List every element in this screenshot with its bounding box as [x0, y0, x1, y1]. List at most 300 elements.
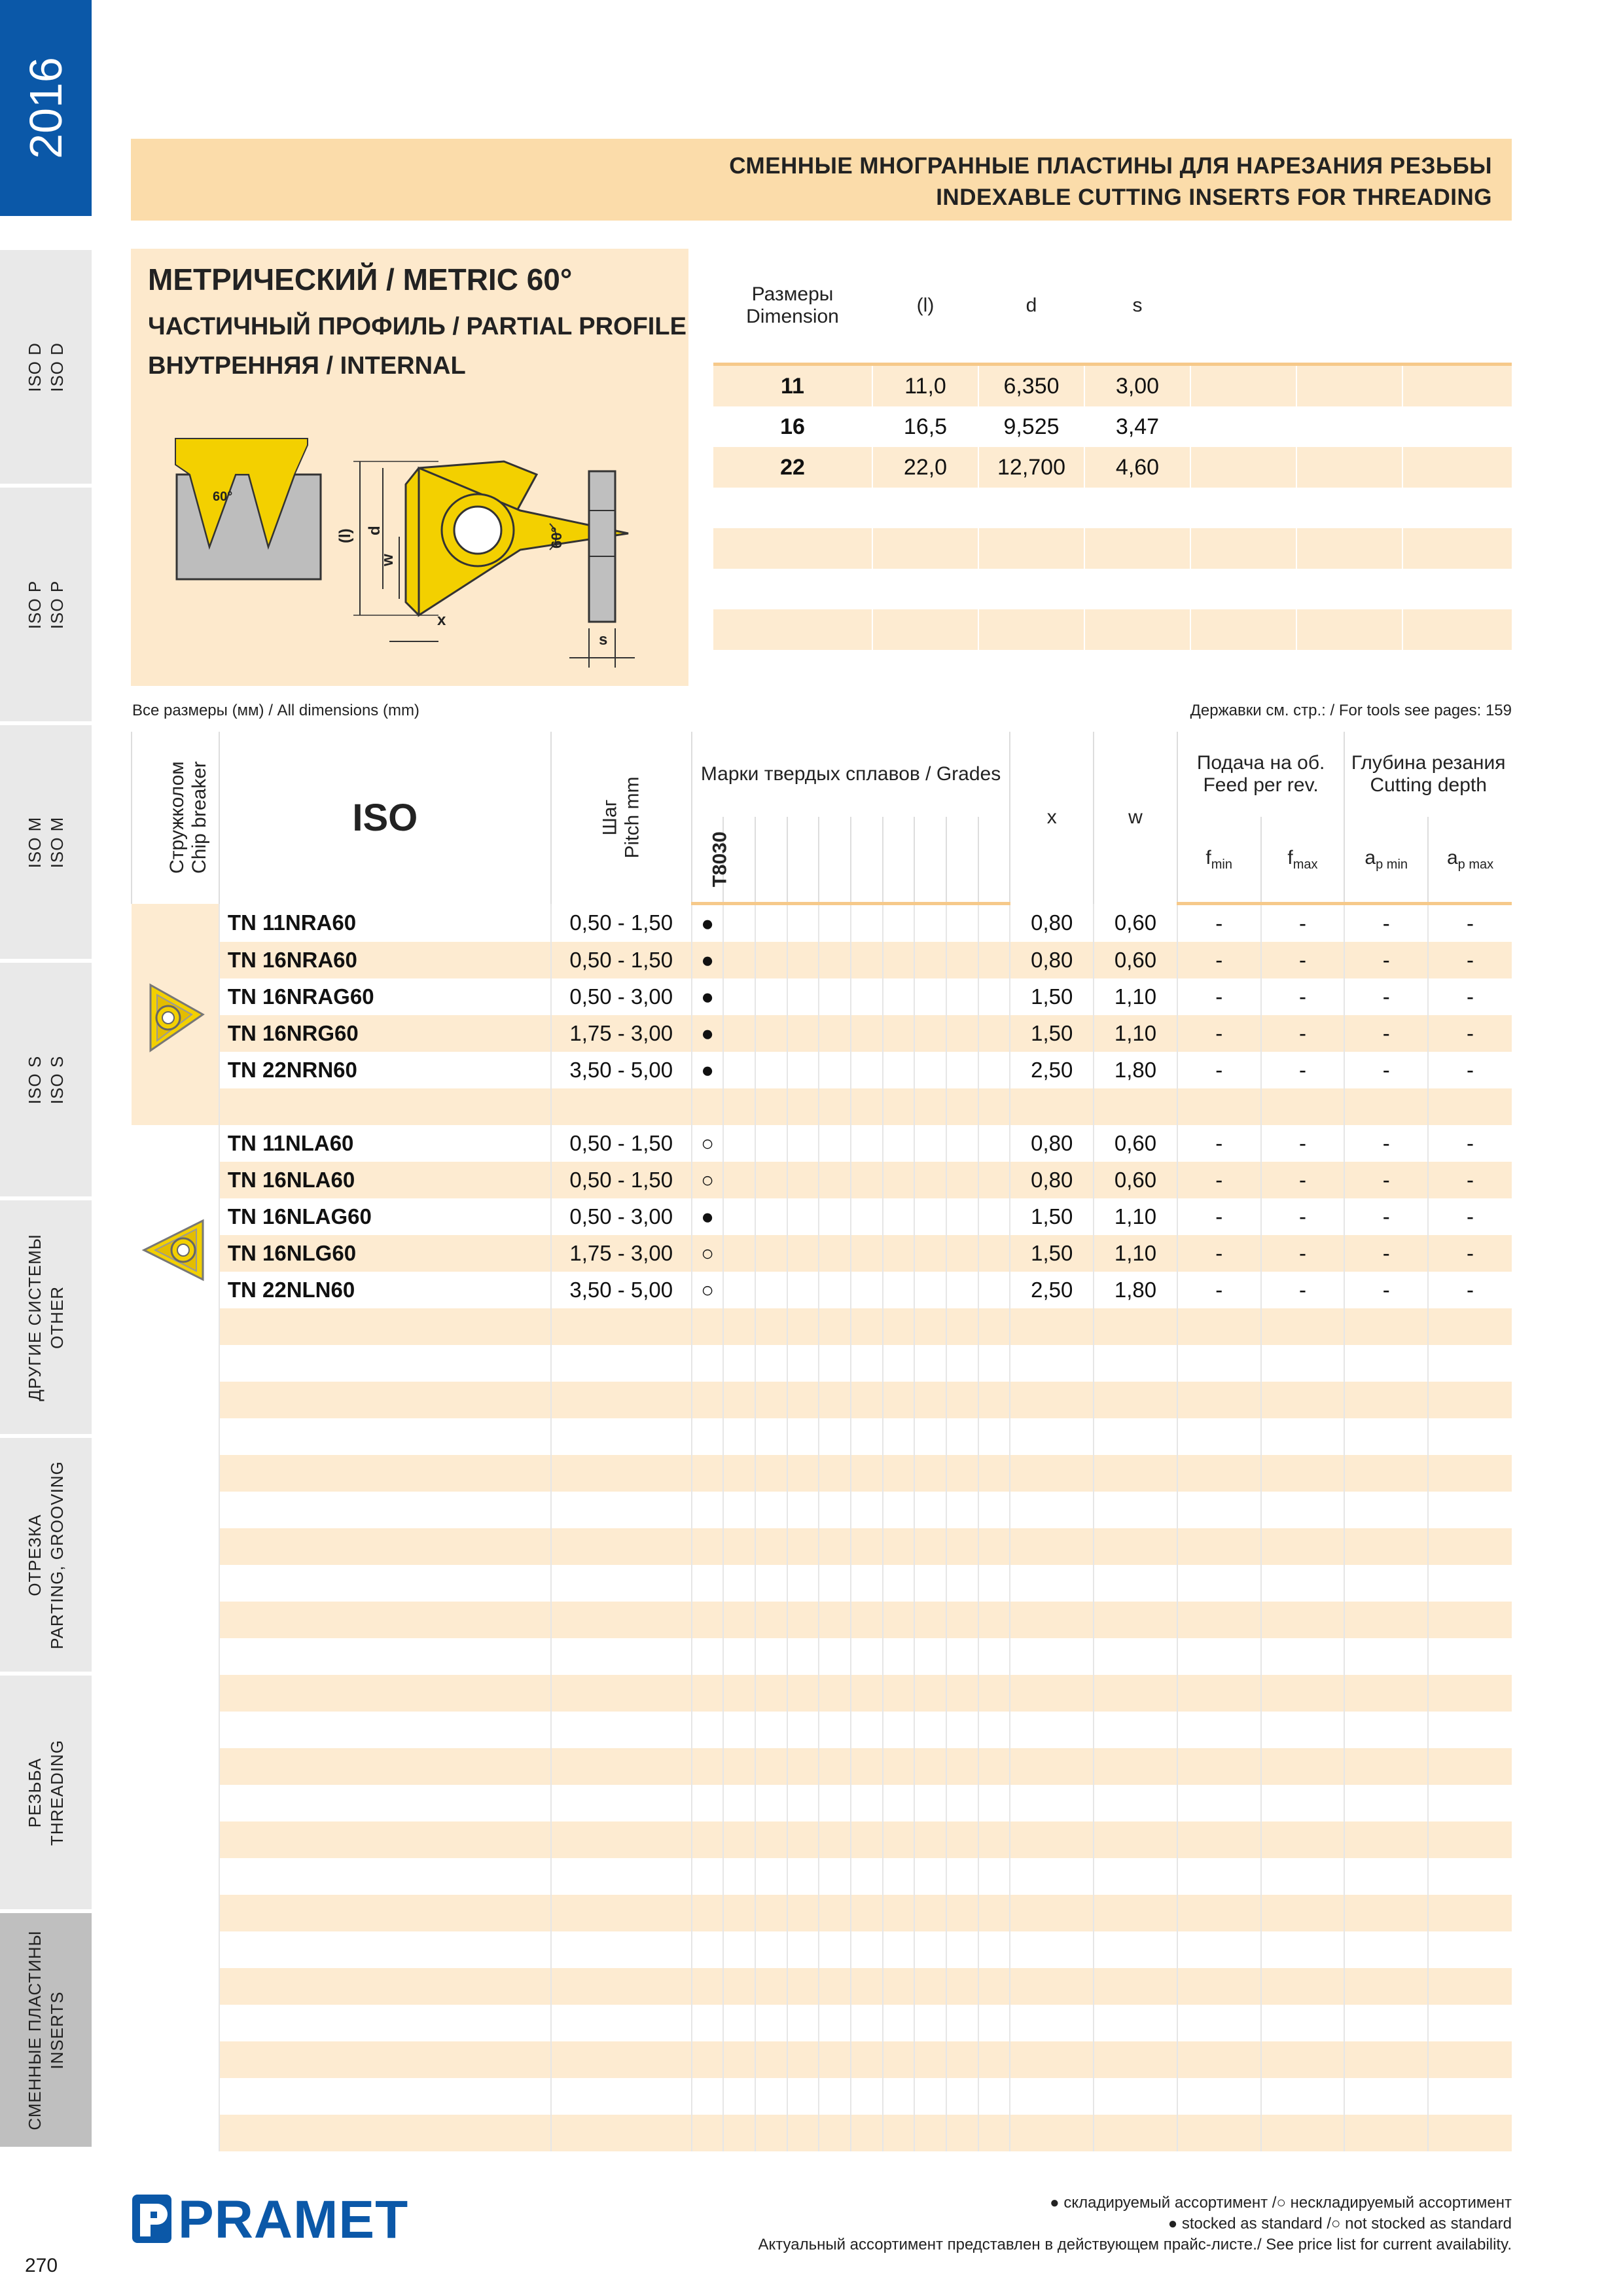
cell-empty — [1428, 2115, 1512, 2151]
diagram-s-label: s — [599, 631, 608, 649]
header-grade-empty — [883, 817, 915, 904]
cell-empty — [1177, 1418, 1261, 1455]
cell-empty — [787, 1308, 819, 1345]
cell-empty — [787, 2078, 819, 2115]
cell-empty — [946, 1308, 978, 1345]
side-tab[interactable] — [0, 1438, 92, 1676]
dim-cell-empty — [978, 488, 1084, 528]
cell-empty — [978, 1712, 1010, 1748]
cell-empty — [946, 904, 978, 942]
cell-empty — [851, 1638, 883, 1675]
cell-empty — [1261, 1858, 1345, 1895]
cell-apmax: - — [1428, 1015, 1512, 1052]
cell-empty — [755, 1638, 787, 1675]
cell-fmin: - — [1177, 942, 1261, 978]
cell-empty — [1177, 2005, 1261, 2041]
blank-row — [132, 2115, 1512, 2151]
cell-empty — [692, 1455, 724, 1492]
cell-empty — [551, 1308, 692, 1345]
cell-empty — [883, 1748, 915, 1785]
cell-empty — [1010, 1895, 1094, 1931]
cell-empty — [1428, 2041, 1512, 2078]
header-x: x — [1010, 732, 1094, 904]
dim-row — [713, 406, 1512, 447]
cell-empty — [551, 1712, 692, 1748]
cell-empty — [723, 1272, 755, 1308]
cell-empty — [787, 1968, 819, 2005]
cell-empty — [787, 1492, 819, 1528]
cell-empty — [1261, 1345, 1345, 1382]
cell-empty — [851, 2078, 883, 2115]
cell-empty — [723, 1638, 755, 1675]
cell-empty — [946, 1821, 978, 1858]
inserts-table — [131, 732, 1512, 2151]
cell-empty — [1010, 1345, 1094, 1382]
cell-empty — [723, 1382, 755, 1418]
cell-empty — [978, 1931, 1010, 1968]
chip-breaker-cell — [132, 1858, 219, 1895]
cell-empty — [914, 1235, 946, 1272]
cell-pitch: 0,50 - 1,50 — [551, 1125, 692, 1162]
cell-empty — [1261, 1528, 1345, 1565]
diagram-angle-1: 60° — [213, 490, 233, 504]
cell-empty — [692, 1675, 724, 1712]
cell-empty — [978, 1858, 1010, 1895]
header-grade-empty — [819, 817, 851, 904]
cell-empty — [787, 1272, 819, 1308]
dim-cell-empty — [1190, 609, 1296, 650]
cell-empty — [1344, 1455, 1428, 1492]
cell-empty — [551, 1088, 692, 1125]
cell-empty — [692, 1895, 724, 1931]
cell-empty — [755, 1455, 787, 1492]
cell-empty — [914, 2115, 946, 2151]
cell-empty — [219, 1418, 551, 1455]
cell-empty — [787, 1382, 819, 1418]
cell-empty — [219, 1455, 551, 1492]
cell-empty — [692, 1748, 724, 1785]
dim-row — [713, 569, 1512, 609]
cell-empty — [946, 1272, 978, 1308]
cell-empty — [1428, 1821, 1512, 1858]
dim-row — [713, 528, 1512, 569]
cell-empty — [219, 1712, 551, 1748]
cell-apmax: - — [1428, 1198, 1512, 1235]
dim-row — [713, 447, 1512, 488]
cell-empty — [1010, 2078, 1094, 2115]
cell-empty — [219, 2005, 551, 2041]
cell-empty — [883, 1162, 915, 1198]
cell-empty — [1010, 1455, 1094, 1492]
cell-empty — [851, 1382, 883, 1418]
cell-empty — [851, 2115, 883, 2151]
cell-empty — [755, 1675, 787, 1712]
cell-empty — [851, 1125, 883, 1162]
cell-empty — [1177, 1345, 1261, 1382]
blank-row — [132, 1382, 1512, 1418]
cell-empty — [978, 1418, 1010, 1455]
cell-empty — [1094, 1565, 1177, 1602]
cell-x: 0,80 — [1010, 942, 1094, 978]
cell-empty — [692, 1088, 724, 1125]
cell-empty — [1428, 1638, 1512, 1675]
cell-empty — [219, 1968, 551, 2005]
cell-empty — [755, 1565, 787, 1602]
cell-apmax: - — [1428, 904, 1512, 942]
cell-empty — [946, 942, 978, 978]
cell-empty — [1261, 2115, 1345, 2151]
cell-empty — [851, 1675, 883, 1712]
header-chip-breaker: Стружколом Chip breaker — [132, 732, 219, 904]
chip-breaker-cell — [132, 2078, 219, 2115]
profile-panel — [131, 249, 688, 686]
cell-empty — [1261, 1931, 1345, 1968]
cell-empty — [551, 1382, 692, 1418]
cell-empty — [978, 1455, 1010, 1492]
profile-subtitle-2: ВНУТРЕННЯЯ / INTERNAL — [148, 352, 466, 380]
cell-empty — [851, 1088, 883, 1125]
chip-breaker-cell — [132, 1565, 219, 1602]
blank-row — [132, 1088, 1512, 1125]
dim-cell-empty — [1190, 365, 1296, 407]
cell-empty — [1010, 1821, 1094, 1858]
dim-cell-l: 16,5 — [872, 406, 978, 447]
cell-empty — [1428, 1931, 1512, 1968]
right-insert-icon — [141, 982, 206, 1054]
cell-empty — [551, 2041, 692, 2078]
cell-empty — [978, 1052, 1010, 1088]
cell-empty — [755, 1931, 787, 1968]
blank-row — [132, 2041, 1512, 2078]
cell-empty — [723, 1675, 755, 1712]
cell-empty — [1094, 1528, 1177, 1565]
header-fmin: $f_{min}$ — [1177, 817, 1261, 904]
chip-breaker-cell — [132, 2115, 219, 2151]
cell-empty — [1094, 1675, 1177, 1712]
cell-empty — [914, 1602, 946, 1638]
cell-empty — [692, 1638, 724, 1675]
profile-subtitle-1: ЧАСТИЧНЫЙ ПРОФИЛЬ / PARTIAL PROFILE — [148, 313, 687, 340]
cell-empty — [787, 1821, 819, 1858]
cell-w: 1,80 — [1094, 1272, 1177, 1308]
cell-empty — [755, 978, 787, 1015]
cell-empty — [883, 1272, 915, 1308]
cell-empty — [1010, 1638, 1094, 1675]
cell-empty — [851, 1492, 883, 1528]
header-grade-empty — [787, 817, 819, 904]
cell-empty — [1010, 2041, 1094, 2078]
cell-empty — [551, 2005, 692, 2041]
cell-empty — [1344, 1565, 1428, 1602]
cell-empty — [819, 1712, 851, 1748]
dim-cell-empty — [872, 650, 978, 691]
cell-empty — [946, 2041, 978, 2078]
cell-empty — [787, 2041, 819, 2078]
cell-empty — [692, 1418, 724, 1455]
insert-row — [132, 1052, 1512, 1088]
cell-empty — [755, 1345, 787, 1382]
cell-empty — [1344, 1748, 1428, 1785]
dim-cell-s: 3,47 — [1084, 406, 1190, 447]
page-number: 270 — [25, 2255, 58, 2276]
cell-empty — [883, 1968, 915, 2005]
cell-empty — [551, 1492, 692, 1528]
cell-empty — [787, 1895, 819, 1931]
cell-empty — [946, 1565, 978, 1602]
cell-fmax: - — [1261, 1015, 1345, 1052]
cell-empty — [755, 1272, 787, 1308]
dim-cell-empty — [713, 609, 872, 650]
cell-empty — [755, 1052, 787, 1088]
cell-fmax: - — [1261, 1052, 1345, 1088]
cell-empty — [1261, 2078, 1345, 2115]
cell-empty — [787, 1235, 819, 1272]
header-grade-empty — [914, 817, 946, 904]
cell-empty — [883, 1418, 915, 1455]
diagram-angle-2: 60° — [548, 526, 565, 548]
year-label: 2016 — [20, 57, 71, 159]
dim-cell-empty — [1296, 447, 1402, 488]
cell-empty — [883, 1235, 915, 1272]
cell-empty — [1177, 2078, 1261, 2115]
cell-empty — [723, 1895, 755, 1931]
insert-row — [132, 1125, 1512, 1162]
cell-empty — [851, 1602, 883, 1638]
cell-fmax: - — [1261, 978, 1345, 1015]
cell-empty — [946, 1052, 978, 1088]
cell-empty — [755, 942, 787, 978]
side-tab[interactable] — [0, 963, 92, 1200]
cell-empty — [1177, 1455, 1261, 1492]
cell-empty — [978, 1272, 1010, 1308]
cell-empty — [692, 1345, 724, 1382]
blank-row — [132, 1492, 1512, 1528]
dim-header-dimension: Размеры Dimension — [746, 283, 839, 327]
cell-empty — [1010, 1088, 1094, 1125]
cell-empty — [914, 2005, 946, 2041]
header-depth: Глубина резания Cutting depth — [1344, 732, 1512, 817]
cell-empty — [1344, 1418, 1428, 1455]
diagram-w-label: w — [379, 554, 397, 566]
cell-empty — [851, 1895, 883, 1931]
cell-empty — [1261, 1968, 1345, 2005]
cell-empty — [978, 1968, 1010, 2005]
cell-empty — [819, 2005, 851, 2041]
cell-empty — [1177, 1308, 1261, 1345]
cell-empty — [1010, 1785, 1094, 1821]
side-tab-label: ДРУГИЕ СИСТЕМЫ OTHER — [25, 1233, 67, 1401]
cell-apmin: - — [1344, 1052, 1428, 1088]
cell-empty — [914, 1015, 946, 1052]
cell-empty — [946, 1858, 978, 1895]
diagram-l-label: (l) — [336, 528, 354, 543]
side-tab[interactable] — [0, 250, 92, 488]
cell-empty — [851, 2041, 883, 2078]
cell-empty — [883, 1821, 915, 1858]
cell-empty — [819, 1272, 851, 1308]
side-tab[interactable] — [0, 1676, 92, 1913]
cell-fmin: - — [1177, 1272, 1261, 1308]
chip-breaker-cell — [132, 1528, 219, 1565]
cell-fmin: - — [1177, 978, 1261, 1015]
dim-cell-empty — [1402, 528, 1512, 569]
cell-empty — [1177, 1968, 1261, 2005]
cell-empty — [787, 904, 819, 942]
cell-pitch: 0,50 - 3,00 — [551, 978, 692, 1015]
year-tab — [0, 0, 92, 216]
cell-empty — [723, 1785, 755, 1821]
cell-empty — [1261, 1895, 1345, 1931]
cell-empty — [946, 1638, 978, 1675]
legend-en: ● stocked as standard /○ not stocked as standard — [1168, 2215, 1512, 2233]
cell-empty — [692, 1492, 724, 1528]
cell-empty — [914, 1748, 946, 1785]
cell-apmin: - — [1344, 1015, 1428, 1052]
blank-row — [132, 1638, 1512, 1675]
side-tab[interactable] — [0, 1200, 92, 1438]
cell-empty — [755, 1162, 787, 1198]
cell-empty — [978, 2078, 1010, 2115]
cell-empty — [692, 1382, 724, 1418]
dim-cell-empty — [872, 528, 978, 569]
header-grade-t8030: T8030 — [692, 817, 724, 904]
cell-empty — [819, 1931, 851, 1968]
cell-empty — [883, 1198, 915, 1235]
cell-empty — [1094, 1748, 1177, 1785]
cell-empty — [914, 904, 946, 942]
cell-empty — [914, 1785, 946, 1821]
blank-row — [132, 1308, 1512, 1345]
cell-empty — [883, 942, 915, 978]
cell-empty — [883, 1602, 915, 1638]
dim-cell-empty — [1402, 609, 1512, 650]
cell-empty — [1094, 2078, 1177, 2115]
cell-empty — [978, 1895, 1010, 1931]
cell-empty — [1428, 1785, 1512, 1821]
cell-empty — [978, 1345, 1010, 1382]
cell-empty — [1261, 2041, 1345, 2078]
cell-empty — [755, 2005, 787, 2041]
dim-cell-empty — [1296, 528, 1402, 569]
cell-apmin: - — [1344, 978, 1428, 1015]
cell-empty — [1428, 2078, 1512, 2115]
cell-empty — [723, 1602, 755, 1638]
cell-fmax: - — [1261, 1162, 1345, 1198]
cell-empty — [755, 1712, 787, 1748]
cell-empty — [723, 1308, 755, 1345]
cell-code: TN 16NRAG60 — [219, 978, 551, 1015]
cell-empty — [819, 1821, 851, 1858]
cell-empty — [946, 1015, 978, 1052]
cell-empty — [1010, 1968, 1094, 2005]
dim-cell-empty — [872, 609, 978, 650]
cell-pitch: 1,75 - 3,00 — [551, 1235, 692, 1272]
cell-empty — [723, 2115, 755, 2151]
blank-row — [132, 2078, 1512, 2115]
blank-row — [132, 1821, 1512, 1858]
cell-fmin: - — [1177, 1125, 1261, 1162]
cell-empty — [219, 2041, 551, 2078]
cell-x: 1,50 — [1010, 1015, 1094, 1052]
cell-empty — [883, 1638, 915, 1675]
cell-empty — [551, 1345, 692, 1382]
cell-empty — [883, 1015, 915, 1052]
insert-row — [132, 1235, 1512, 1272]
cell-empty — [1261, 1638, 1345, 1675]
cell-empty — [1344, 2041, 1428, 2078]
cell-empty — [851, 1712, 883, 1748]
cell-empty — [1261, 2005, 1345, 2041]
cell-empty — [1094, 2041, 1177, 2078]
header-grade-empty — [755, 817, 787, 904]
cell-empty — [819, 1858, 851, 1895]
cell-empty — [1094, 1088, 1177, 1125]
cell-empty — [723, 1931, 755, 1968]
cell-empty — [883, 1858, 915, 1895]
cell-empty — [978, 1162, 1010, 1198]
cell-empty — [851, 1345, 883, 1382]
cell-g: ● — [692, 978, 724, 1015]
cell-fmax: - — [1261, 904, 1345, 942]
cell-empty — [914, 1821, 946, 1858]
cell-empty — [819, 2078, 851, 2115]
cell-apmin: - — [1344, 1162, 1428, 1198]
cell-empty — [946, 1602, 978, 1638]
cell-empty — [1094, 1492, 1177, 1528]
cell-empty — [819, 1162, 851, 1198]
cell-empty — [1428, 1602, 1512, 1638]
cell-empty — [755, 2115, 787, 2151]
cell-empty — [851, 1052, 883, 1088]
cell-empty — [819, 1088, 851, 1125]
cell-empty — [755, 2078, 787, 2115]
cell-empty — [551, 1675, 692, 1712]
cell-empty — [883, 1052, 915, 1088]
side-tab[interactable] — [0, 725, 92, 963]
cell-code: TN 16NLA60 — [219, 1162, 551, 1198]
cell-pitch: 0,50 - 1,50 — [551, 942, 692, 978]
cell-empty — [946, 1492, 978, 1528]
cell-empty — [723, 942, 755, 978]
dim-cell-empty — [1402, 406, 1512, 447]
dim-cell-empty — [1190, 406, 1296, 447]
cell-empty — [978, 2115, 1010, 2151]
cell-empty — [1344, 1895, 1428, 1931]
cell-empty — [1177, 1492, 1261, 1528]
tools-see-note: Державки см. стр.: / For tools see pages: 159 — [1190, 702, 1512, 719]
side-tab[interactable] — [0, 1913, 92, 2151]
cell-empty — [946, 1968, 978, 2005]
cell-empty — [978, 978, 1010, 1015]
cell-empty — [723, 1455, 755, 1492]
cell-empty — [692, 1712, 724, 1748]
cell-empty — [1344, 1638, 1428, 1675]
cell-pitch: 3,50 - 5,00 — [551, 1052, 692, 1088]
cell-empty — [914, 1931, 946, 1968]
cell-empty — [978, 1382, 1010, 1418]
cell-empty — [819, 904, 851, 942]
cell-empty — [1344, 1492, 1428, 1528]
cell-empty — [851, 904, 883, 942]
cell-empty — [755, 1125, 787, 1162]
cell-w: 1,10 — [1094, 1235, 1177, 1272]
side-tab-label: ISO S ISO S — [25, 1055, 67, 1104]
cell-empty — [851, 1858, 883, 1895]
cell-empty — [883, 1382, 915, 1418]
dim-row — [713, 609, 1512, 650]
cell-empty — [787, 1125, 819, 1162]
side-tab[interactable] — [0, 488, 92, 725]
